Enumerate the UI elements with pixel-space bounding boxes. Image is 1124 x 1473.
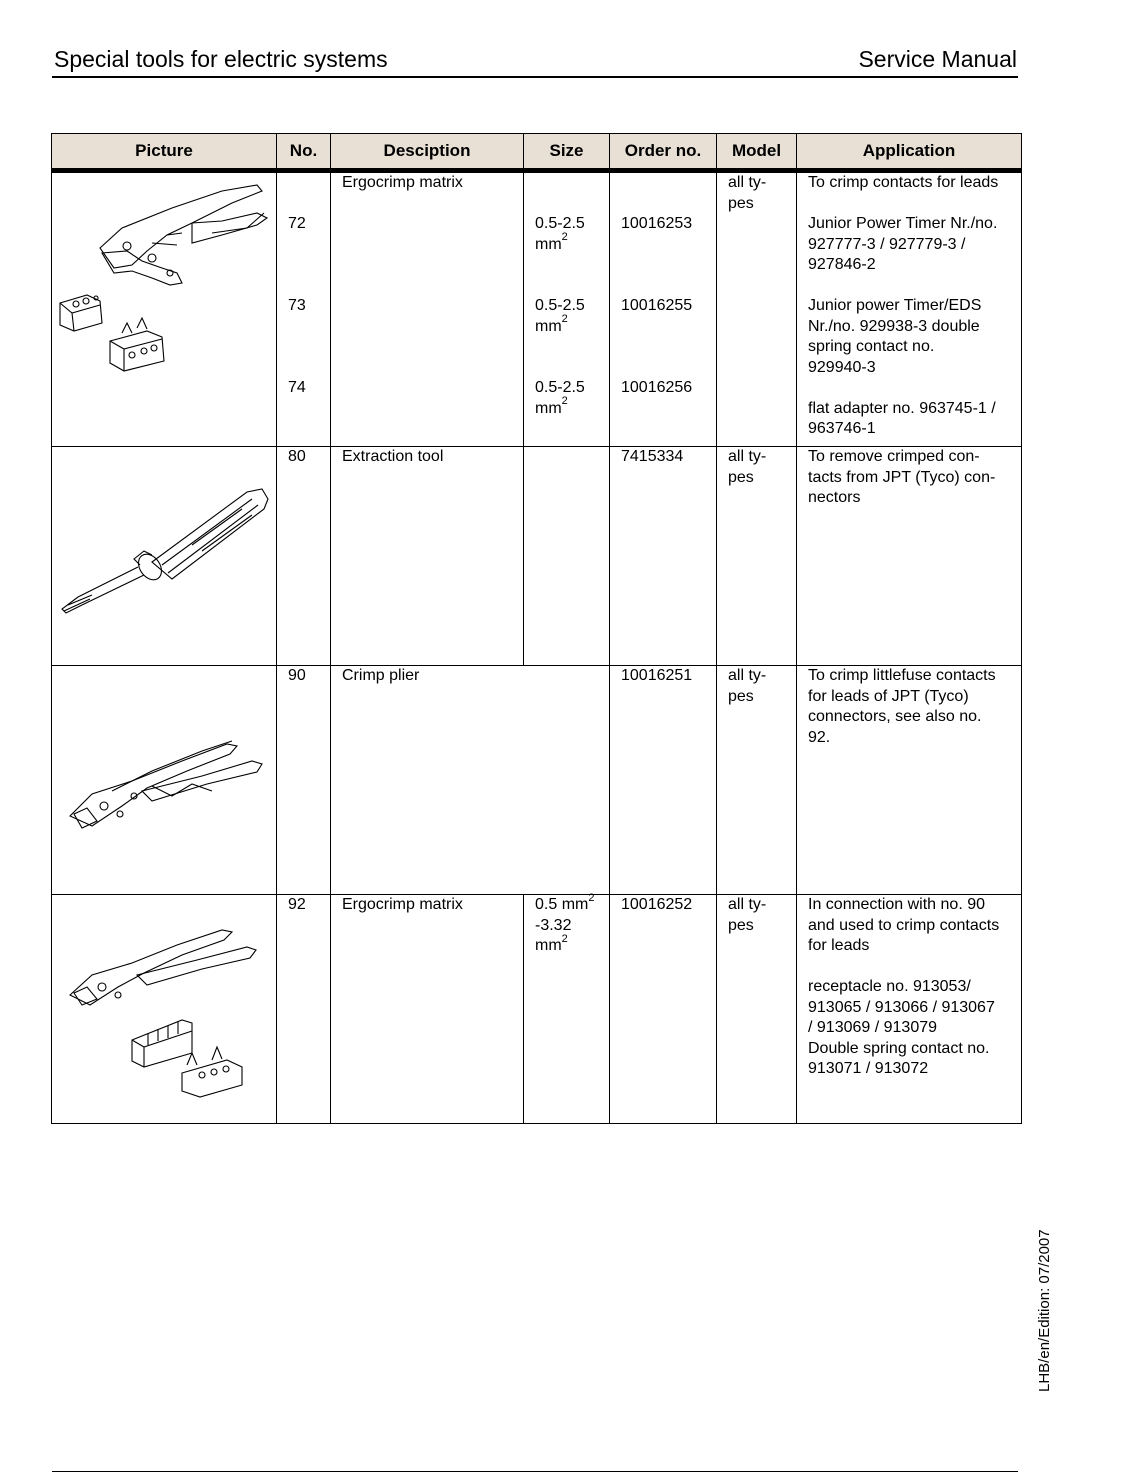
item-model: all ty- (728, 896, 767, 913)
edition-label: LHB/en/Edition: 07/2007 (1036, 1229, 1053, 1392)
item-model: all ty- (728, 448, 767, 465)
item-size: 0.5-2.5 (535, 215, 585, 232)
col-header-model: Model (717, 134, 797, 171)
item-size-unit: $mm^2$ (535, 395, 568, 417)
item-application: To remove crimped con- (808, 448, 980, 465)
item-model: all ty- (728, 174, 767, 191)
item-model: pes (728, 194, 754, 212)
crimp-plier-picture (52, 666, 277, 895)
extraction-tool-drawing (52, 447, 277, 666)
page-title: Special tools for electric systems (54, 46, 388, 72)
item-application: Junior power Timer/EDS (808, 297, 982, 314)
item-application: for leads of JPT (Tyco) (808, 687, 969, 705)
tools-table (51, 133, 1022, 1124)
item-application: connectors, see also no. (808, 708, 982, 725)
item-application: / 913069 / 913079 (808, 1019, 938, 1036)
item-order-no: 7415334 (621, 448, 684, 465)
item-application: and used to crimp contacts (808, 916, 1000, 934)
item-size-unit: $mm^2$ (535, 231, 568, 253)
item-model: pes (728, 687, 754, 705)
manual-label: Service Manual (858, 46, 1017, 72)
item-description: Ergocrimp matrix (342, 174, 463, 191)
item-number: 92 (288, 896, 306, 913)
item-order-no: 10016251 (621, 667, 693, 684)
item-application: spring contact no. (808, 338, 935, 355)
item-number: 74 (288, 379, 306, 396)
item-number: 72 (288, 215, 306, 232)
table-row (52, 666, 1022, 895)
item-application: 92. (808, 728, 831, 746)
table-row (52, 171, 1022, 447)
crimp-tool-matrix-picture (52, 171, 277, 447)
item-application: 927846-2 (808, 256, 876, 273)
item-application: 963746-1 (808, 420, 876, 437)
item-application: 913065 / 913066 / 913067 (808, 998, 995, 1016)
item-size: 0.5 $mm^2$ (535, 891, 595, 913)
item-application: 913071 / 913072 (808, 1060, 929, 1077)
col-header-description: Desciption (331, 134, 524, 171)
item-application: for leads (808, 937, 870, 954)
item-application: To crimp contacts for leads (808, 174, 999, 191)
table-row (52, 447, 1022, 666)
item-order-no: 10016253 (621, 215, 693, 232)
item-order-no: 10016252 (621, 896, 693, 913)
item-model: pes (728, 916, 754, 934)
item-number: 90 (288, 667, 306, 684)
item-order-no: 10016255 (621, 297, 693, 314)
ergocrimp-matrix-picture (52, 895, 277, 1124)
item-application: Nr./no. 929938-3 double (808, 317, 980, 335)
item-model: all ty- (728, 667, 767, 684)
item-application: In connection with no. 90 (808, 896, 986, 913)
extraction-tool-picture (52, 447, 277, 666)
table-row (52, 895, 1022, 1124)
item-size-unit: $mm^2$ (535, 932, 568, 954)
item-number: 80 (288, 448, 306, 465)
item-size: -3.32 (535, 916, 572, 934)
footer-rule (52, 1471, 1018, 1472)
ergocrimp-matrix-drawing (52, 895, 277, 1124)
item-application: 927777-3 / 927779-3 / (808, 235, 966, 253)
col-header-size: Size (524, 134, 610, 171)
item-size: 0.5-2.5 (535, 297, 585, 314)
header-rule (52, 76, 1018, 78)
col-header-application: Application (797, 134, 1022, 171)
item-size: 0.5-2.5 (535, 379, 585, 396)
crimp-plier-drawing (52, 666, 277, 895)
item-description: Crimp plier (342, 667, 420, 684)
item-size-unit: $mm^2$ (535, 313, 568, 335)
item-application: To crimp littlefuse contacts (808, 667, 996, 684)
col-header-picture: Picture (52, 134, 277, 171)
table-header-row (52, 134, 1022, 171)
col-header-no: No. (277, 134, 331, 171)
item-model: pes (728, 468, 754, 486)
item-application: tacts from JPT (Tyco) con- (808, 468, 996, 486)
item-application: Double spring contact no. (808, 1039, 990, 1057)
item-application: 929940-3 (808, 358, 876, 376)
item-number: 73 (288, 297, 306, 314)
col-header-order-no: Order no. (610, 134, 717, 171)
item-application: receptacle no. 913053/ (808, 978, 971, 995)
item-order-no: 10016256 (621, 379, 693, 396)
item-description: Extraction tool (342, 448, 444, 465)
item-description: Ergocrimp matrix (342, 896, 463, 913)
item-application: nectors (808, 489, 861, 506)
item-application: flat adapter no. 963745-1 / (808, 399, 996, 417)
item-application: Junior Power Timer Nr./no. (808, 215, 998, 232)
crimp-tool-matrix-drawing (52, 173, 277, 449)
